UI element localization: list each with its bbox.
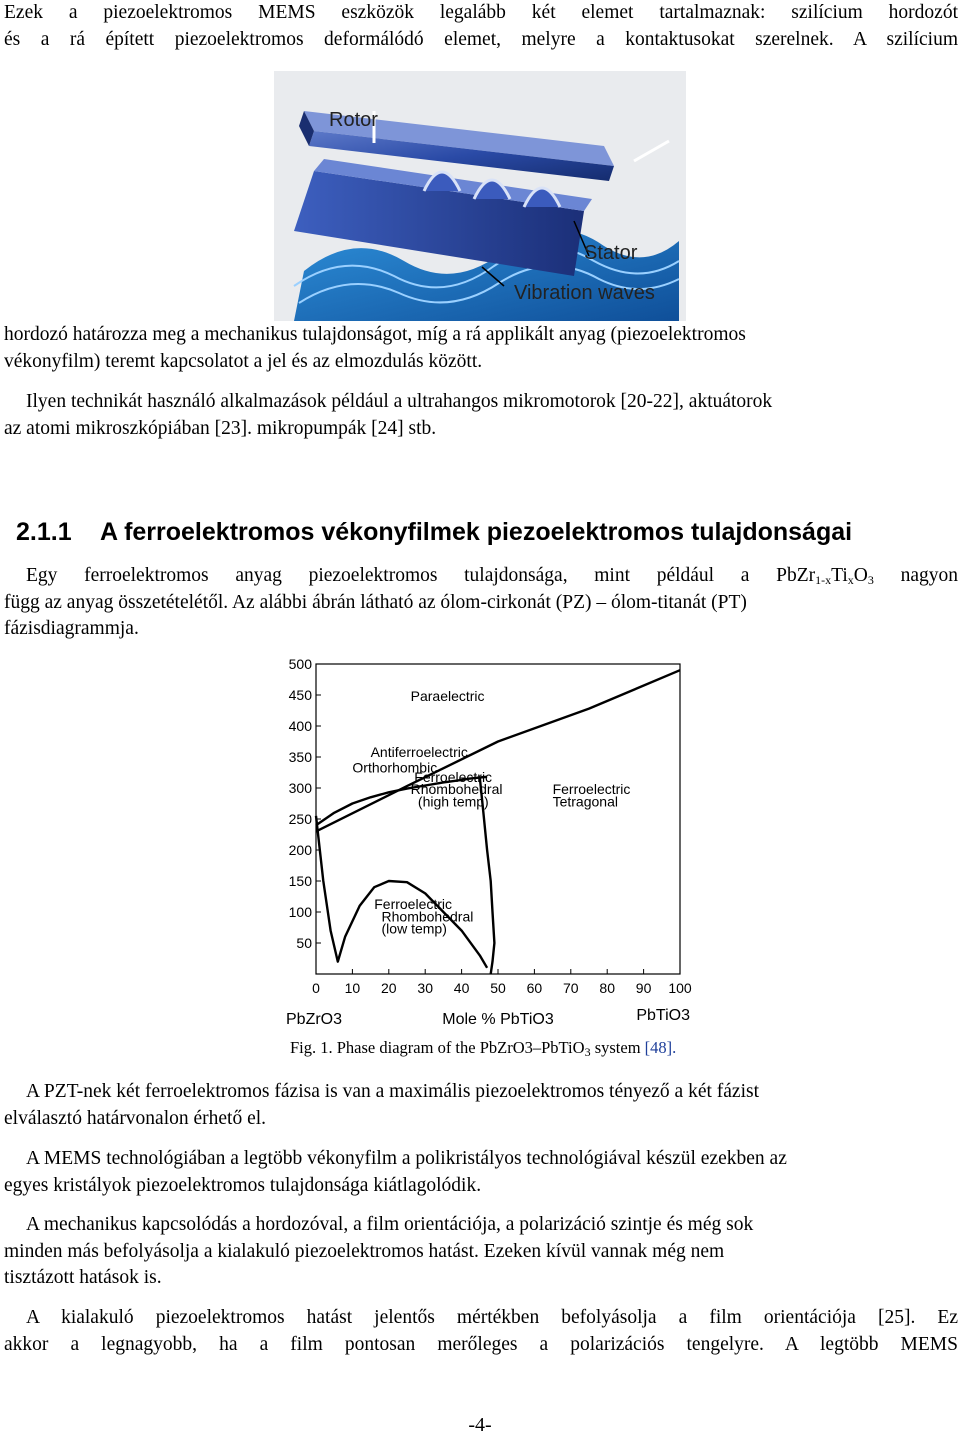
text-line: A PZT-nek két ferroelektromos fázisa is van a maximális piezoelektromos tényező a két fázist [26,1081,759,1102]
subscript: 3 [867,573,874,587]
text-line: tisztázott hatások is. [4,1267,162,1288]
x-tick-label: 70 [563,980,579,996]
x-tick-label: 80 [599,980,615,996]
page-number: -4- [468,1414,492,1436]
x-tick-label: 50 [490,980,506,996]
stator-label: Stator [584,242,638,264]
x-tick-label: 10 [344,980,361,996]
text-fragment: Egy ferroelektromos anyag piezoelektromos tulajdonsága, mint például a PbZr [26,565,816,586]
region-label: Ferroelectric [374,895,453,912]
left-end-label: PbZrO3 [286,1011,343,1028]
region-label: Ferroelectric [552,781,631,798]
x-tick-label: 20 [381,980,397,996]
text-line: hordozó határozza meg a mechanikus tulajdonságot, míg a rá applikált anyag (piezoelektromos [4,324,746,345]
text-fragment: nagyon [873,565,958,586]
mechanical-paragraph [4,1212,958,1292]
section-paragraph [4,563,958,643]
section-number: 2.1.1 [16,518,72,546]
y-tick-label: 100 [288,904,312,920]
x-tick-label: 0 [312,980,320,996]
caption-text: Fig. 1. Phase diagram of the PbZrO3–PbTiO [290,1038,585,1057]
text-line: Ezek a piezoelektromos MEMS eszközök legalább két elemet tartalmaznak: szilícium hordozót [4,2,958,23]
mems-paragraph [4,1146,958,1199]
text-line: vékonyfilm) teremt kapcsolatot a jel és az elmozdulás között. [4,350,483,372]
text-line: fázisdiagrammja. [4,618,139,639]
x-tick-label: 90 [635,980,652,996]
phase-boundary-line [316,816,487,968]
y-tick-label: 450 [288,687,312,703]
section-heading [4,518,958,547]
y-tick-label: 50 [296,935,312,951]
x-tick-label: 100 [668,980,692,996]
text-line: minden más befolyásolja a kialakuló piezoelektromos hatást. Ezeken kívül vannak még nem [4,1240,725,1262]
y-tick-label: 200 [288,842,312,858]
region-label: (low temp) [381,920,447,937]
y-tick-label: 150 [288,873,312,889]
region-label: Rhombohedral [381,908,474,925]
region-label: Paraelectric [410,688,485,705]
y-tick-label: 400 [288,718,312,734]
x-axis-label: Mole % PbTiO3 [442,1011,554,1028]
y-tick-label: 350 [288,749,312,765]
right-end-label: PbTiO3 [636,1007,690,1024]
caption-text: system [590,1038,645,1057]
text-line: A kialakuló piezoelektromos hatást jelentős mértékben befolyásolja a film orientációja [25]. Ez [26,1307,958,1328]
region-label: Tetragonal [552,793,618,810]
y-tick-label: 300 [288,780,312,796]
text-line: akkor a legnagyobb, ha a film pontosan merőleges a polarizációs tengelyre. A legtöbb MEMS [4,1333,958,1355]
x-tick-label: 30 [417,980,433,996]
text-line: A mechanikus kapcsolódás a hordozóval, a film orientációja, a polarizáció szintje és még sok [26,1214,754,1235]
x-tick-label: 40 [453,980,470,996]
text-line: függ az anyag összetételétől. Az alábbi ábrán látható az ólom-cirkonát (PZ) – ólom-titanát (PT) [4,591,747,613]
text-fragment: Ti [831,565,848,586]
pzt-paragraph [4,1079,958,1132]
figure-caption [290,1038,676,1058]
text-line: egyes kristályok piezoelektromos tulajdonsága kiátlagolódik. [4,1174,482,1196]
region-label: Orthorhombic [352,759,438,776]
intro-paragraph [4,0,958,53]
text-line: és a rá épített piezoelektromos deformálódó elemet, melyre a kontaktusokat szerelnek. A szilícium [4,28,958,50]
region-label: Ferroelectric [414,768,493,785]
plot-frame [316,664,680,974]
caption-reference: [48]. [644,1038,677,1057]
substrate-paragraph [4,322,958,375]
subscript: 1-x [815,573,832,587]
subscript: x [847,573,854,587]
rotor-label: Rotor [329,109,378,131]
region-label: (high temp) [417,793,489,810]
orientation-paragraph [4,1305,958,1358]
text-line [4,563,958,590]
section-title: A ferroelektromos vékonyfilmek piezoelektromos tulajdonságai [100,518,853,546]
y-tick-label: 500 [288,656,312,672]
ultrasonic-motor-figure [274,71,686,321]
region-label: Antiferroelectric [370,744,468,760]
caption-subscript: 3 [584,1045,591,1059]
text-line: az atomi mikroszkópiában [23]. mikropumpák [24] stb. [4,417,437,439]
phase-diagram-chart [282,650,702,1030]
applications-paragraph [4,389,958,442]
text-line: elválasztó határvonalon érhető el. [4,1107,267,1129]
vibration-waves-label: Vibration waves [514,282,655,304]
text-line: A MEMS technológiában a legtöbb vékonyfilm a polikristályos technológiával készül ezekben az [26,1148,787,1169]
x-tick-label: 60 [526,980,543,996]
text-fragment: O [853,565,868,586]
text-line: Ilyen technikát használó alkalmazások például a ultrahangos mikromotorok [20-22], aktuátorok [26,391,773,412]
region-label: Rhombohedral [410,781,503,798]
y-tick-label: 250 [288,811,312,827]
